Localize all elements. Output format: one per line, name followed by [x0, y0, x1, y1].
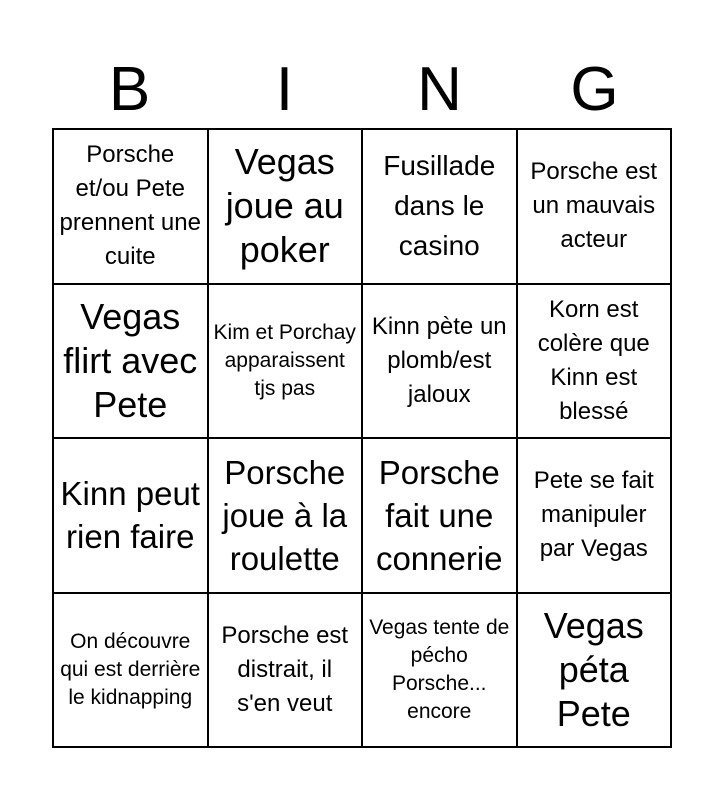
- bingo-cell[interactable]: [518, 130, 673, 285]
- bingo-cell-text: Pete se fait manipuler par Vegas: [533, 467, 654, 563]
- bingo-cell-text: Korn est colère que Kinn est blessé: [537, 295, 650, 425]
- bingo-cell[interactable]: [518, 439, 673, 594]
- bingo-cell[interactable]: [518, 285, 673, 440]
- bingo-cell-text: Vegas joue au poker: [225, 141, 344, 271]
- bingo-cell[interactable]: [363, 285, 518, 440]
- bingo-cell-text: Kinn peut rien faire: [60, 475, 200, 556]
- bingo-cell[interactable]: [209, 130, 364, 285]
- bingo-cell-text: Porsche fait une connerie: [375, 453, 503, 577]
- header-letter-g: G: [570, 55, 619, 124]
- bingo-header: [52, 48, 672, 128]
- bingo-cell[interactable]: [363, 594, 518, 749]
- bingo-cell-text: Vegas tente de pécho Porsche... encore: [369, 615, 510, 723]
- bingo-cell-text: Porsche est distrait, il s'en veut: [221, 621, 349, 717]
- bingo-cell[interactable]: [54, 130, 209, 285]
- bingo-cell[interactable]: [54, 285, 209, 440]
- bingo-cell[interactable]: [54, 594, 209, 749]
- bingo-cell-text: Vegas flirt avec Pete: [63, 295, 198, 425]
- bingo-cell[interactable]: [209, 285, 364, 440]
- header-letter-n: N: [417, 55, 462, 124]
- bingo-cell[interactable]: [54, 439, 209, 594]
- bingo-cell[interactable]: [209, 594, 364, 749]
- bingo-cell-text: Kinn pète un plomb/est jaloux: [371, 312, 507, 408]
- bingo-cell-text: Porsche et/ou Pete prennent une cuite: [59, 141, 201, 271]
- header-letter-i: I: [275, 55, 294, 124]
- bingo-cell[interactable]: [209, 439, 364, 594]
- bingo-cell-text: Porsche est un mauvais acteur: [530, 158, 658, 254]
- bingo-cell-text: On découvre qui est derrière le kidnapping: [60, 629, 201, 709]
- bingo-cell[interactable]: [518, 594, 673, 749]
- bingo-cell-text: Kim et Porchay apparaissent tjs pas: [213, 320, 356, 400]
- bingo-cell-text: Vegas péta Pete: [543, 604, 644, 734]
- header-letter-b: B: [108, 55, 151, 124]
- bingo-cell[interactable]: [363, 439, 518, 594]
- bingo-grid: [52, 128, 672, 748]
- bingo-cell-text: Fusillade dans le casino: [383, 150, 496, 262]
- bingo-cell-text: Porsche joue à la roulette: [222, 453, 348, 577]
- bingo-cell[interactable]: [363, 130, 518, 285]
